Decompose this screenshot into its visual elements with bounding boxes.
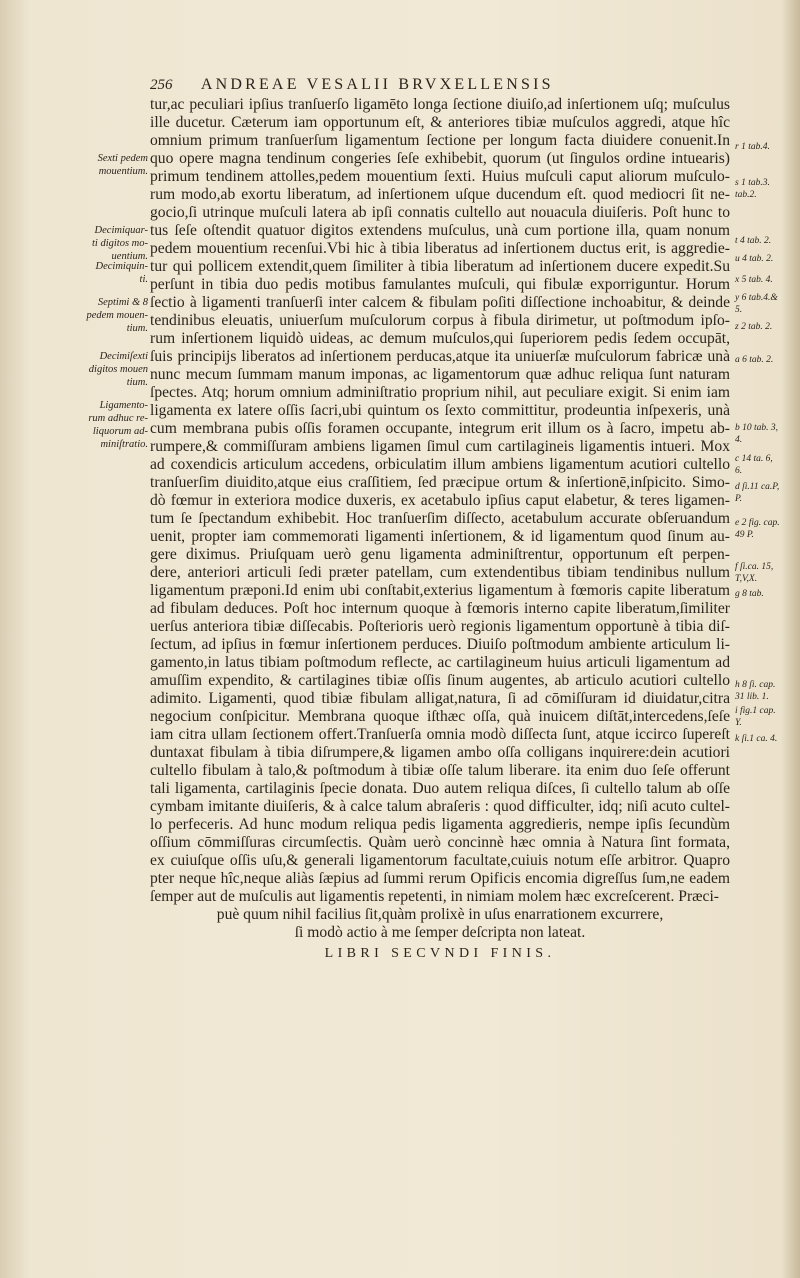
- text-line: duntaxat fibulam à tibia diſrumpere,& ligamen ambo oſſa colligans inquirere:dein acutiori: [150, 744, 730, 761]
- right-note-line: t 4 tab. 2.: [735, 235, 772, 246]
- text-line: pter neque hîc,neque aliàs ſæpius ad ſummi rerum Opificis encomia digreſſus ſum,ne eadem: [150, 870, 730, 887]
- right-note-line: 31 lib. 1.: [735, 692, 769, 703]
- right-note-line: h 8 ſi. cap.: [735, 680, 776, 691]
- left-note-line: rum adhuc re-: [88, 412, 148, 424]
- text-line: nunc mecum ſummam manum imponas, ac ligamentorum quæ adhuc reliqua ſunt naturam: [150, 366, 730, 383]
- left-note-line: liquorum ad-: [92, 425, 148, 437]
- text-line: ſi modò actio à me ſemper deſcripta non lateat.: [294, 924, 586, 941]
- text-line: ad fibulam deduces. Poſt hoc internum quoque à fœmoris interno capite liberatum,ſimiliter: [150, 600, 730, 617]
- left-note-line: Septimi & 8: [97, 297, 148, 308]
- left-note-line: miniſtratio.: [100, 438, 148, 450]
- right-note-line: a 6 tab. 2.: [735, 354, 774, 365]
- left-note-line: ti.: [139, 274, 148, 285]
- running-title: ANDREAE VESALII BRVXELLENSIS: [200, 76, 554, 93]
- right-note-line: z 2 tab. 2.: [735, 322, 773, 333]
- text-line: rum inſertionem liquidò uideas, ac demum muſculos,qui ſuperiorem pedis ſedem occupāt,: [150, 330, 730, 347]
- right-note: [735, 235, 771, 247]
- text-line: ſuis principijs liberatos ad inſertionem perducas,atque ita uniuerſæ muſculorum fabricæ unà: [150, 348, 730, 365]
- left-note: [0, 399, 148, 451]
- right-note: [735, 561, 773, 585]
- left-note: [0, 224, 148, 263]
- left-note: [0, 350, 148, 389]
- right-note-line: f ſi.ca. 15,: [735, 561, 774, 572]
- text-line: ſectum, ad ipſius in fœmur inſertionem perduces. Diuiſo poſtmodum ambiente articulum li-: [150, 636, 730, 653]
- text-line: ex cuiuſque oſſis uſu,& generali ligamentorum facultate,cuiuis notum eſſe arbitror. Quapro: [150, 852, 730, 869]
- right-note: [735, 274, 773, 286]
- text-line: ſpectes. Atq; horum omnium adminiſtratio proprium nihil, aut peculiare exigit. Si enim iam: [150, 384, 730, 401]
- text-line: gocio,ſi utrinque muſculi latera ab ipſi connatis cultello aut nouacula diuiſeris. Poſt hunc to: [150, 204, 730, 221]
- left-note-line: Sexti pedem: [97, 153, 148, 164]
- right-note: [735, 453, 773, 477]
- right-note-line: d ſi.11 ca.P,: [735, 482, 780, 493]
- text-line: dò fœmur in exteriora modice duxeris, ex acetabulo ipſius caput elabetur, & teres ligamen-: [150, 492, 730, 509]
- right-note: [735, 141, 770, 153]
- text-line: lo perfeceris. Ad hunc modum reliqua pedis ligamenta aggredieris, nempe ipſis ſecundùm: [150, 816, 730, 833]
- text-line: puè quum nihil facilius ſit,quàm prolixè in uſus enarrationem excurrere,: [216, 906, 664, 923]
- left-note-line: Decimiquar-: [94, 225, 148, 236]
- right-note: [735, 292, 778, 316]
- right-note-line: c 14 ta. 6,: [735, 453, 773, 464]
- left-note: [0, 152, 148, 178]
- text-line: ille ducetur. Cæterum iam opportunum eſt, & anteriores tibiæ muſculos aggredi, atque hîc: [150, 114, 730, 131]
- book-end-caption: LIBRI SECVNDI FINIS.: [324, 946, 556, 961]
- right-note-line: tab.2.: [735, 190, 757, 201]
- text-line: negocium conſpicitur. Membrana quoque iſthæc oſſa, quà inuicem diſtāt,intercedens,ſeſe: [150, 708, 730, 725]
- right-note-line: r 1 tab.4.: [735, 142, 770, 153]
- text-line: dere, anteriori articuli ſedi præter patellam, cum extendentibus tibiam tendinibus nullum: [150, 564, 730, 581]
- text-line: ad coxendicis articulum accedens, orbiculatim illum ambiens ligamentum acutiori cultello: [150, 456, 730, 473]
- text-line: cymbam imitante diuiſeris, & à calce talum abraſeris : quod difficulter, idq; niſi acuto cultel-: [150, 798, 730, 815]
- right-note: [735, 177, 770, 201]
- running-header: [150, 76, 710, 96]
- text-line: tendinibus eleuatis, uniuerſum muſculorum corpus à fibula dirimetur, ut poſtmodum ipſo-: [150, 312, 730, 329]
- left-note-line: tium.: [126, 377, 148, 388]
- right-note: [735, 733, 777, 745]
- text-line: primum tendinem attolles,pedem mouentium ſexti. Huius muſculi caput aliorum muſculo-: [150, 168, 730, 185]
- right-note-line: Y.: [735, 717, 742, 728]
- right-note: [735, 588, 764, 600]
- right-note-line: x 5 tab. 4.: [735, 275, 773, 286]
- left-note-line: digitos mouen: [88, 364, 148, 375]
- text-line: ſectio à ligamenti tranſuerſi inter calcem & fibulam poſiti diſſectione inchoabitur, & deinde: [150, 294, 730, 311]
- text-line: uenit, propter iam commemorati ligamenti inſertionem, & id ligamentum quod ſinum au-: [150, 528, 730, 545]
- left-note-line: pedem mouen-: [86, 310, 148, 321]
- text-line: rum modo,ab exortu liberatum, ad inſertionem uſque ducendum eſt. quod mediocri ſit ne-: [150, 186, 730, 203]
- right-note: [735, 705, 776, 729]
- right-note: [735, 517, 780, 541]
- text-line: tranſuerſim diuidito,atque eius craſſitiem, ſed præcipue ortum & inſertionē,inſpicito. Simo-: [150, 474, 730, 491]
- right-note-line: i fig.1 cap.: [735, 705, 776, 716]
- right-note: [735, 422, 778, 446]
- right-note-line: k ſi.1 ca. 4.: [735, 734, 778, 745]
- text-line: amuſſim expendito, & cartilagines tibiæ oſſis ſinum augentes, ab articulo acutiori cultello: [150, 672, 730, 689]
- page-number: 256: [150, 77, 173, 93]
- text-line: gere diximus. Priuſquam uerò genu ligamenta adminiſtrentur, opportunum eſt perpen-: [150, 546, 730, 563]
- right-note-line: b 10 tab. 3,: [735, 423, 779, 433]
- text-line: tus ſeſe oſtendit quatuor digitos extendens muſculus, unà cum portione illa, quam nonum: [150, 222, 730, 239]
- right-note-line: 6.: [735, 465, 743, 476]
- text-line: gamento,in latus tibiam poſtmodum reflecte, ac cartilagineum huius articuli ligamentum ad: [150, 654, 730, 671]
- text-line: cum membrana pubis oſſis foramen occupante, integrum erit illum os à ſacro, impetu ab-: [150, 420, 730, 437]
- right-note: [735, 679, 775, 703]
- left-note-line: mouentium.: [98, 166, 148, 177]
- text-line: oſſium cōmmiſſuras circumſectis. Quàm uerò concinnè hæc omnia à Natura ſint formata,: [150, 834, 730, 851]
- right-note: [735, 354, 773, 366]
- right-note-line: 5.: [735, 305, 743, 316]
- left-note-line: Decimiſexti: [99, 351, 148, 362]
- right-note: [735, 321, 772, 333]
- text-line: tur qui pollicem extendit,quem ſimiliter à tibia liberatum ad inſertionem ducere expedit.Su: [150, 258, 730, 275]
- left-note-line: ti digitos mo-: [91, 238, 148, 249]
- body-text: [150, 96, 730, 942]
- text-line: ligamenta ex latere oſſis ſacri,ubi quintum os ſexto committitur, prodeuntia inſpexeris, unà: [150, 402, 730, 419]
- right-note-line: 4.: [735, 435, 743, 445]
- right-note: [735, 253, 773, 265]
- left-note: [0, 260, 148, 286]
- left-note: [0, 296, 148, 335]
- text-line: tali ligamenta, cartilaginis ſpecie donata. Duo autem reliqua diſces, ſi cultello talum ab oſſe: [150, 780, 730, 797]
- left-note-line: Decimiquin-: [95, 261, 148, 272]
- right-note-line: T,V,X.: [735, 573, 758, 584]
- right-note-line: 49 P.: [735, 530, 754, 541]
- right-note: [735, 481, 779, 505]
- left-note-line: Ligamento-: [99, 399, 148, 411]
- text-line: adimito. Ligamenti, quod tibiæ fibulam alligat,natura, ſi ad cōmiſſuram id diuidatur,citra: [150, 690, 730, 707]
- text-line: quo opere magna tendinum congeries ſeſe exhibebit, quorum (ut ſingulos ordine intuearis): [150, 150, 730, 167]
- right-note-line: y 6 tab.4.&: [735, 293, 778, 304]
- text-line: cultello fibulam à talo,& poſtmodum à tibiæ oſſe talum liberare. ita enim duo ſeſe offerunt: [150, 762, 730, 779]
- text-line: uerſus anteriora tibiæ diſſecabis. Poſterioris uerò regionis ligamentum opportunè à tibia diſ-: [150, 618, 730, 635]
- text-line: rumpere,& commiſſuram ambiens ligamen ſimul cum cartilagineis ligamentis intueri. Mox: [150, 438, 730, 455]
- right-note-line: e 2 fig. cap.: [735, 518, 780, 529]
- text-line: iam citra ullam ſectionem offert.Tranſuerſa omnia modò diſſecta ſunt, atque iccirco ſupereſt: [150, 726, 730, 743]
- right-note-line: P.: [735, 494, 742, 505]
- right-note-line: s 1 tab.3.: [735, 178, 770, 189]
- text-line: ligamentum præponi.Id enim ubi conſtabit,exterius ligamentum à fœmoris capite liberatum: [150, 582, 730, 599]
- text-line: tur,ac peculiari ipſius tranſuerſo ligamēto longa ſectione diuiſo,ad inſertionem uſq; muſculus: [150, 96, 730, 113]
- text-line: perſunt in tibia duo pedis motibus famulantes muſculi, qui fibulæ exporriguntur. Horum: [150, 276, 730, 293]
- right-note-line: g 8 tab.: [735, 588, 764, 599]
- left-note-line: tium.: [126, 323, 148, 334]
- right-note-line: u 4 tab. 2.: [735, 253, 774, 264]
- text-line: omnium primum tranſuerſum ligamentum ſectione per longum facta diuidere conuenit.In: [150, 132, 730, 149]
- left-note-line: uentium.: [111, 251, 148, 262]
- text-line: tum ſe ſpectandum exhibebit. Hoc tranſuerſim diſſecto, acetabulum accurate obſeruandum: [150, 510, 730, 527]
- text-line: ſemper aut de muſculis aut ligamentis repetenti, in nimiam molem hæc excreſcerent. Præci-: [150, 888, 719, 905]
- text-line: pedem mouentium recenſui.Vbi hic à tibia liberatus ad inſertionem ductus erit, is aggredie-: [150, 240, 730, 257]
- page-edge: [782, 0, 800, 1278]
